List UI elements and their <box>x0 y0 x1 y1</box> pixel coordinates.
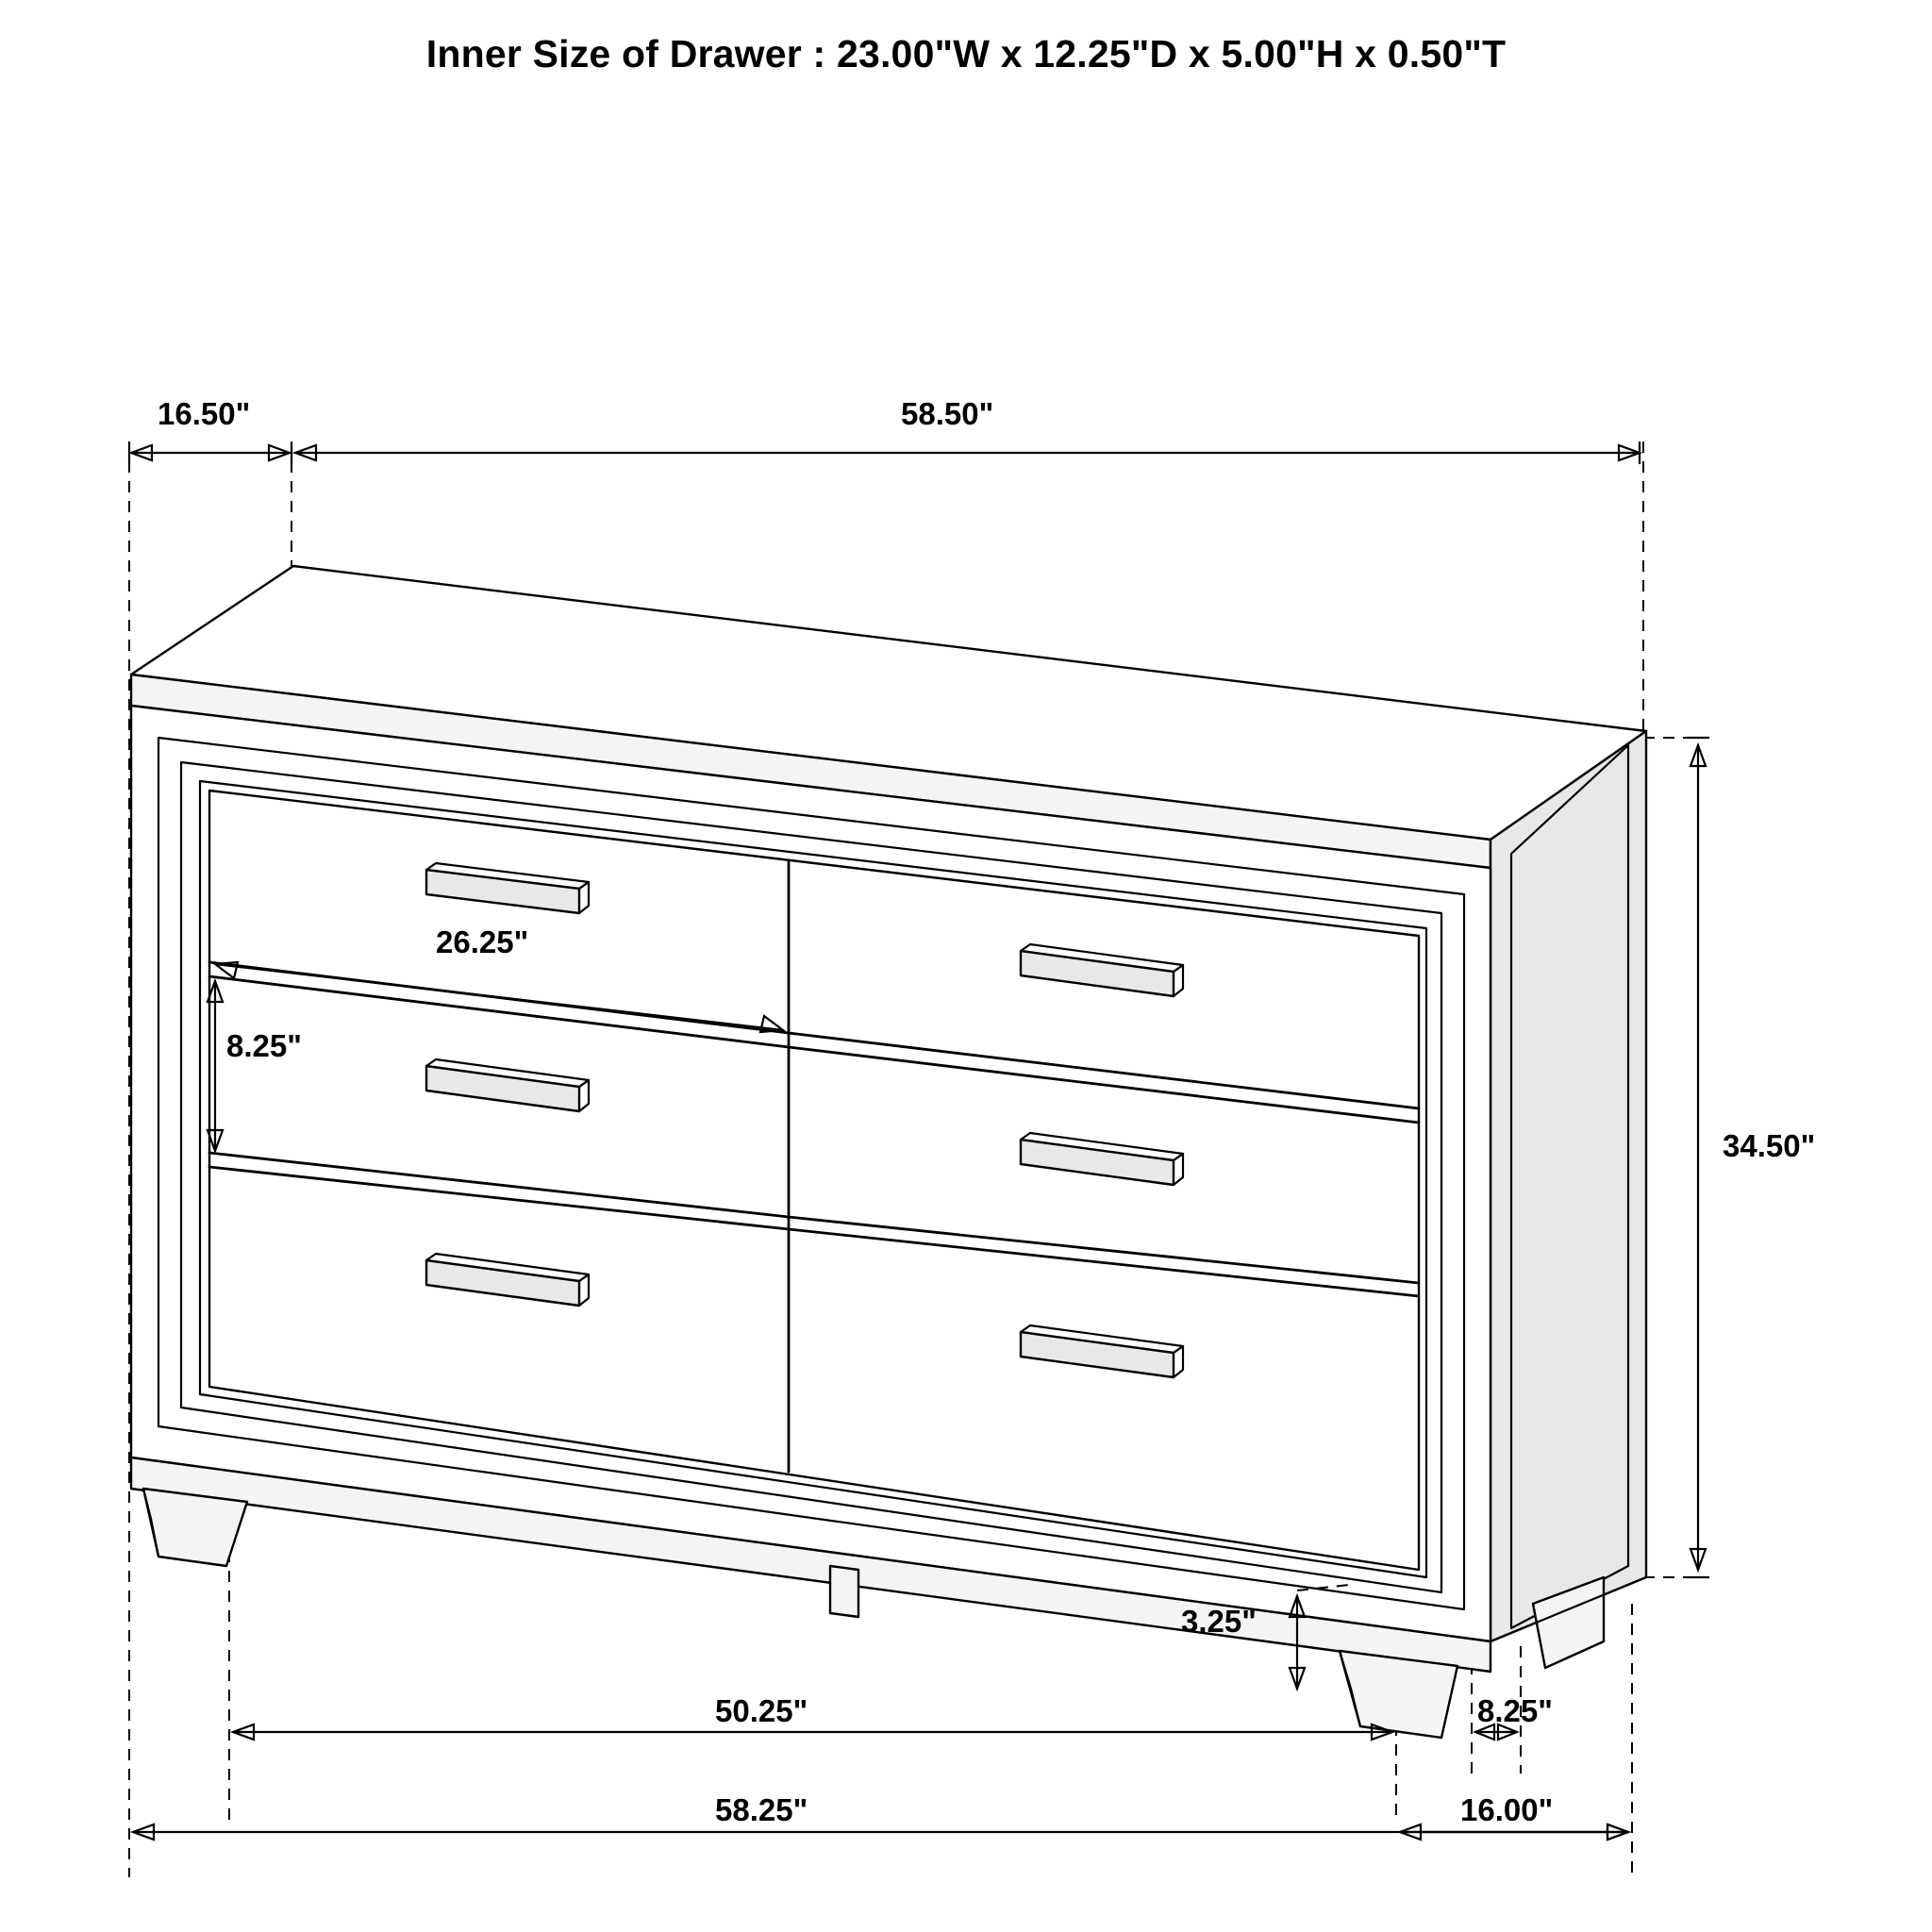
dim-label-drawer-width: 26.25" <box>436 924 529 959</box>
dim-label-base-overall-depth: 16.00" <box>1460 1792 1554 1827</box>
dim-label-base-inner-width: 50.25" <box>715 1693 808 1728</box>
dim-top-depth <box>129 441 291 464</box>
dim-label-leg-height: 3.25" <box>1181 1604 1257 1639</box>
dim-label-top-width: 58.50" <box>901 396 994 431</box>
page-title: Inner Size of Drawer : 23.00"W x 12.25"D x 5.00"H x 0.50"T <box>425 32 1507 75</box>
dim-label-overall-height: 34.50" <box>1723 1128 1816 1163</box>
dresser-right-side <box>1491 731 1646 1641</box>
dim-top-width <box>295 441 1640 464</box>
dim-label-base-inner-depth: 8.25" <box>1477 1693 1553 1728</box>
dim-overall-height <box>1687 738 1709 1577</box>
dim-label-drawer-height: 8.25" <box>226 1028 302 1063</box>
dim-label-top-depth: 16.50" <box>158 396 251 431</box>
leg-center-support <box>830 1566 858 1617</box>
leg-front-left <box>143 1489 247 1566</box>
dim-label-base-overall-width: 58.25" <box>715 1792 808 1827</box>
leg-front-right <box>1340 1651 1457 1738</box>
dim-base-inner-width <box>233 1724 1392 1740</box>
